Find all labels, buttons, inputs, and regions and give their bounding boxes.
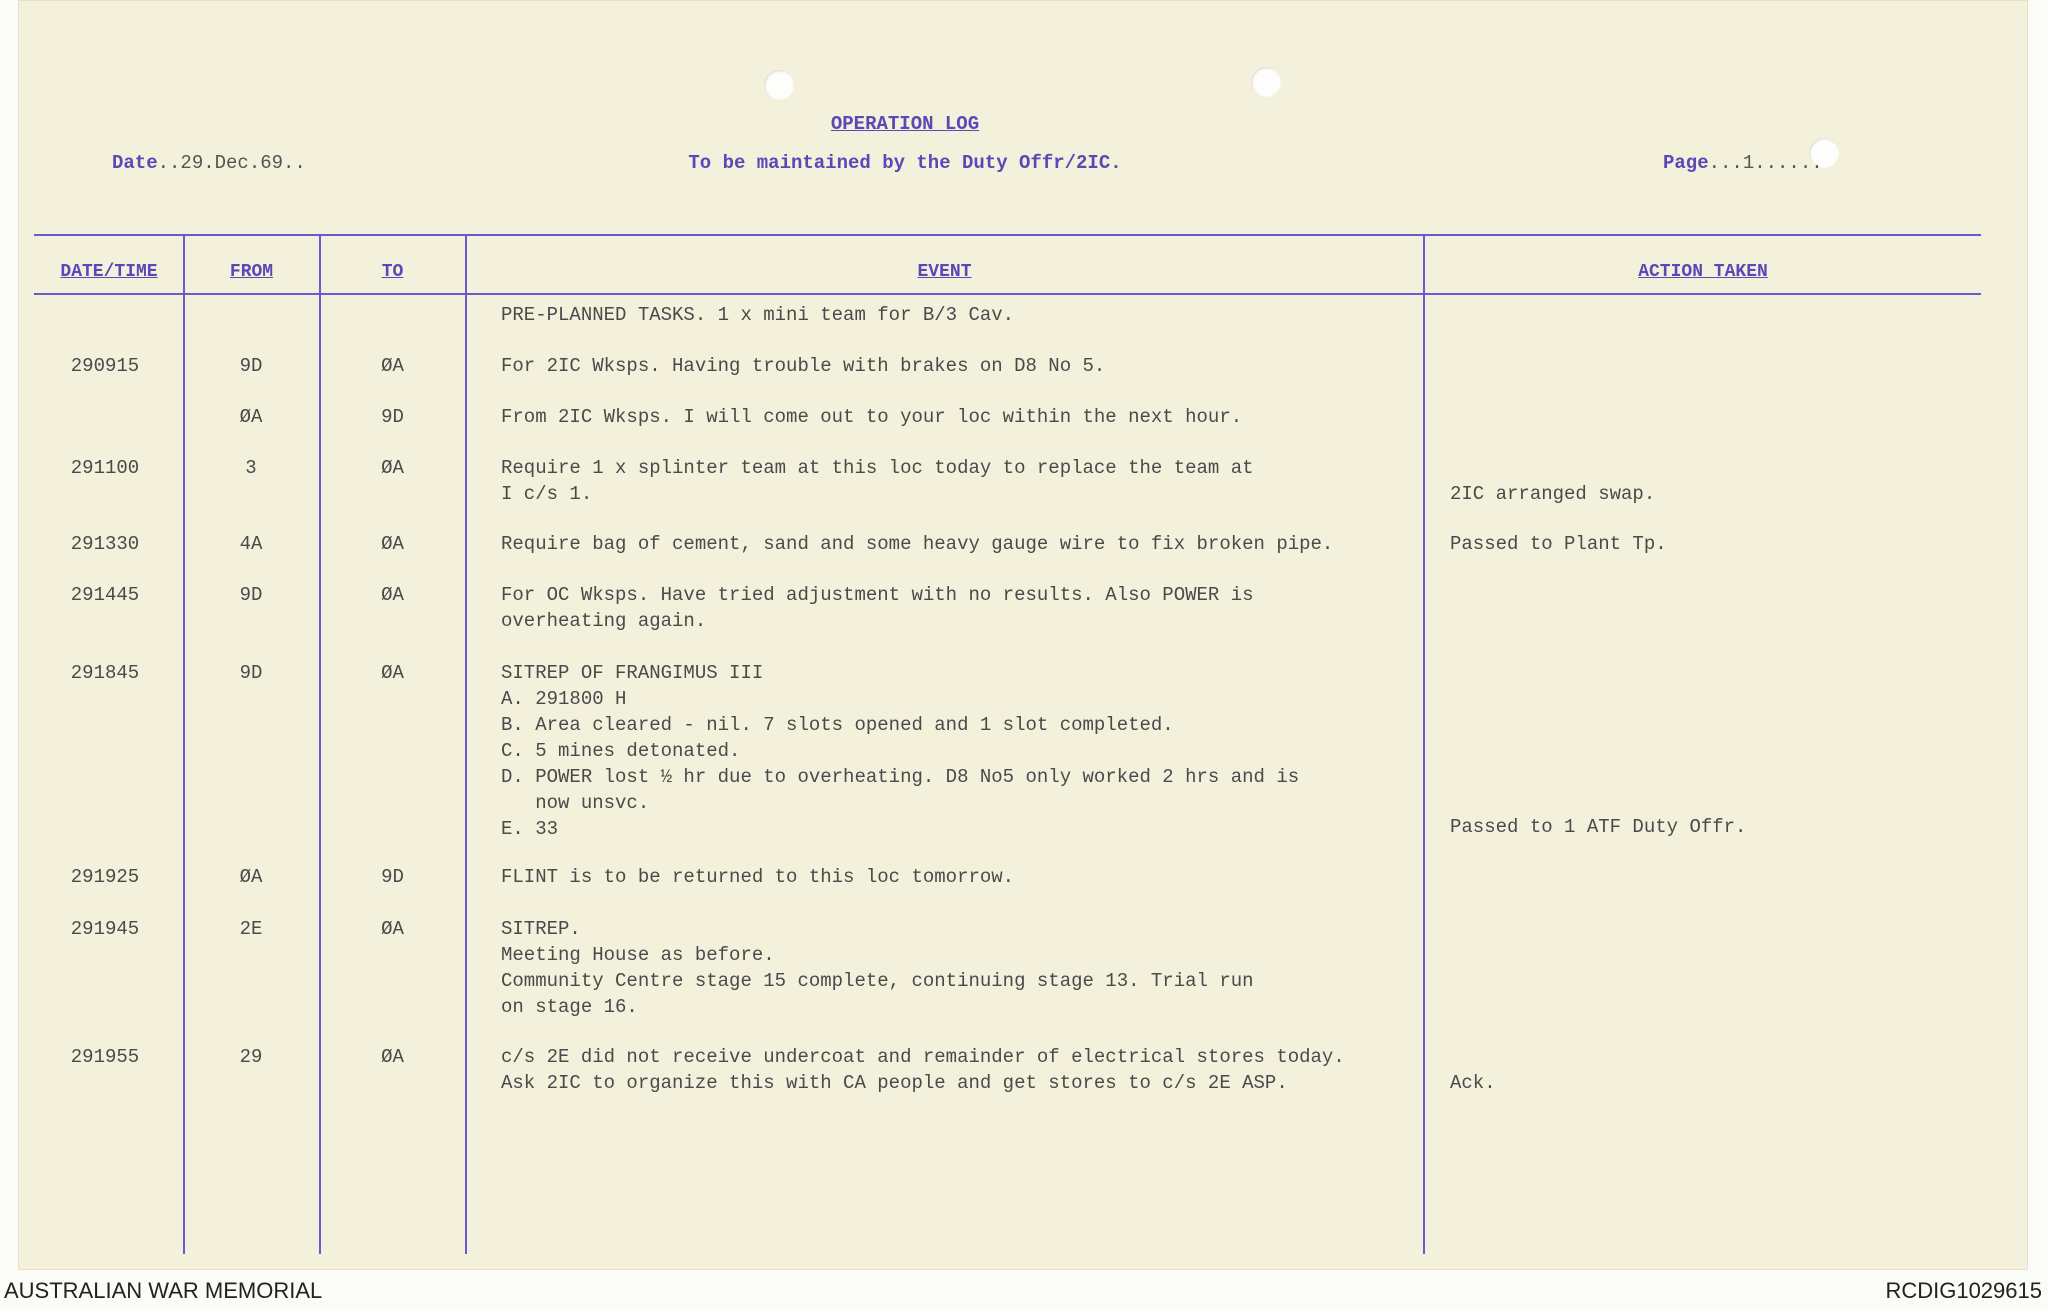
row-to: 9D <box>381 406 404 428</box>
row-datetime: 291955 <box>70 1046 140 1068</box>
row-from: 29 <box>239 1046 263 1068</box>
row-datetime: 291445 <box>70 584 140 606</box>
row-action: 2IC arranged swap. <box>1450 483 1656 505</box>
row-from: 3 <box>245 457 257 479</box>
date-field <box>112 152 306 174</box>
column-header-event: EVENT <box>917 262 972 282</box>
row-from: 4A <box>239 533 263 555</box>
row-event: SITREP OF FRANGIMUS III A. 291800 H B. Area cleared - nil. 7 slots opened and 1 slot completed. C. 5 mines detonated. D. POWER lost ½ hr due to overheating. D8 No5 only worked 2 hrs and is now unsvc. E. 33 <box>501 662 1300 840</box>
row-event: From 2IC Wksps. I will come out to your loc within the next hour. <box>501 406 1243 428</box>
row-datetime: 291845 <box>70 662 140 684</box>
row-action: Passed to 1 ATF Duty Offr. <box>1450 816 1747 838</box>
punch-hole <box>1251 67 1281 97</box>
page-subtitle: To be maintained by the Duty Offr/2IC. <box>688 152 1122 174</box>
page-label: Page <box>1663 152 1709 174</box>
row-event: SITREP. Meeting House as before. Community Centre stage 15 complete, continuing stage 13. Trial run on stage 16. <box>501 918 1254 1018</box>
row-event: Require bag of cement, sand and some heavy gauge wire to fix broken pipe. <box>501 533 1334 555</box>
row-to: ØA <box>381 662 404 684</box>
column-header-datetime: DATE/TIME <box>60 262 158 282</box>
column-divider <box>465 236 467 1254</box>
row-from: 9D <box>239 355 263 377</box>
column-divider <box>183 236 185 1254</box>
page-number-field <box>1663 152 1823 174</box>
column-header-action: ACTION TAKEN <box>1638 262 1768 282</box>
table-top-rule <box>34 234 1981 236</box>
row-to: ØA <box>381 533 404 555</box>
page-value: ...1...... <box>1708 152 1823 174</box>
row-to: ØA <box>381 918 404 940</box>
row-to: ØA <box>381 584 404 606</box>
row-to: 9D <box>381 866 404 888</box>
column-divider <box>1423 236 1425 1254</box>
row-to: ØA <box>381 457 404 479</box>
row-datetime: 291330 <box>70 533 140 555</box>
row-from: 2E <box>239 918 263 940</box>
row-event: FLINT is to be returned to this loc tomorrow. <box>501 866 1015 888</box>
footer-credit: AUSTRALIAN WAR MEMORIAL <box>4 1278 323 1303</box>
column-header-to: TO <box>381 262 404 282</box>
row-datetime: 291100 <box>70 457 140 479</box>
column-divider <box>319 236 321 1254</box>
date-value: ..29.Dec.69.. <box>157 152 306 174</box>
row-event: For 2IC Wksps. Having trouble with brakes on D8 No 5. <box>501 355 1106 377</box>
row-event: c/s 2E did not receive undercoat and remainder of electrical stores today. Ask 2IC to organize this with CA people and get stores to c/s 2E ASP. <box>501 1046 1345 1094</box>
row-event: For OC Wksps. Have tried adjustment with no results. Also POWER is overheating again. <box>501 584 1254 632</box>
row-to: ØA <box>381 1046 404 1068</box>
row-datetime: 291925 <box>70 866 140 888</box>
row-from: 9D <box>239 584 263 606</box>
punch-hole <box>764 70 794 100</box>
column-header-from: FROM <box>229 262 274 282</box>
row-action: Passed to Plant Tp. <box>1450 533 1667 555</box>
footer-reference: RCDIG1029615 <box>1885 1278 2042 1303</box>
row-action: Ack. <box>1450 1072 1496 1094</box>
row-event: PRE-PLANNED TASKS. 1 x mini team for B/3 Cav. <box>501 304 1015 326</box>
row-event: Require 1 x splinter team at this loc today to replace the team at I c/s 1. <box>501 457 1254 505</box>
date-label: Date <box>112 152 158 174</box>
row-from: 9D <box>239 662 263 684</box>
row-datetime: 291945 <box>70 918 140 940</box>
row-from: ØA <box>239 866 263 888</box>
row-datetime: 290915 <box>70 355 140 377</box>
row-from: ØA <box>239 406 263 428</box>
table-header-rule <box>34 293 1981 295</box>
page-title: OPERATION LOG <box>830 113 980 135</box>
row-to: ØA <box>381 355 404 377</box>
